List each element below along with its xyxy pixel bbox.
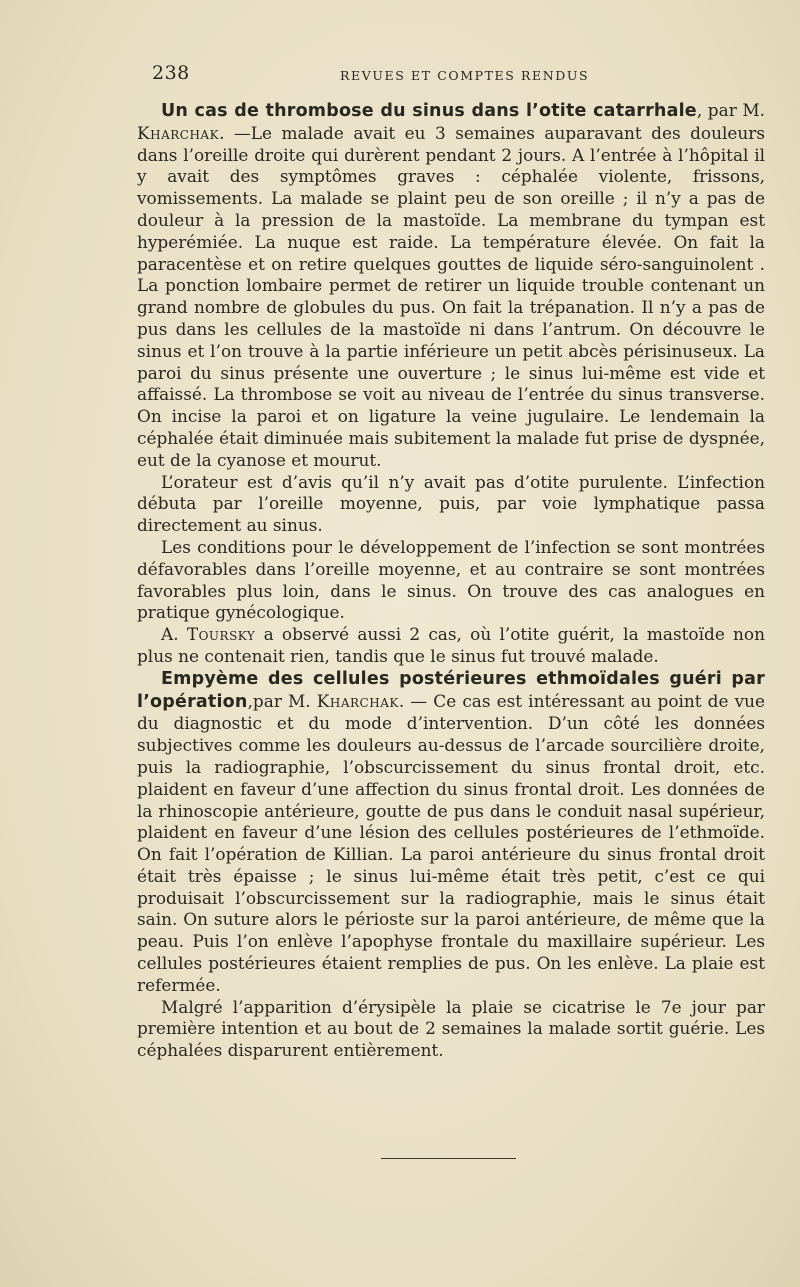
- article2-paragraph-2: Malgré l’apparition d’érysipèle la plaie se cicatrise le 7e jour par première intention et au bout de 2 semaines la malade sortit guérie. Les céphalées disparurent entièrement.: [137, 996, 765, 1061]
- article1-p4-initial: A.: [161, 624, 187, 645]
- article1-paragraph-4: [137, 624, 765, 668]
- article1-p4-text: a observé aussi 2 cas, où l’otite guérit, la mastoïde non plus ne contenait rien, tandis que le sinus fut trouvé malade.: [137, 624, 765, 666]
- article2-title: Empyème des cellules postérieures ethmoïdales guéri par l’opération: [137, 668, 765, 712]
- article1-byline: , par M.: [696, 100, 765, 120]
- article1-text: . —Le malade avait eu 3 semaines auparavant des douleurs dans l’oreille droite qui durèrent pendant 2 jours. A l’entrée à l’hôpital il y avait des symptômes graves : céphalée violente, frissons, vomissements. La malade se plaint peu de son oreille ; il n’y a pas de douleur à la pression de la mastoïde. La membrane du tympan est hyperémiée. La nuque est raide. La température élevée. On fait la paracentèse et on retire quelques gouttes de liquide séro-sanguinolent . La ponction lombaire permet de retirer un liquide trouble contenant un grand nombre de globules du pus. On fait la trépanation. Il n’y a pas de pus dans les cellules de la mastoïde ni dans l’antrum. On découvre le sinus et l’on trouve à la partie inférieure un petit abcès périsinuseux. La paroi du sinus présente une ouverture ; le sinus lui-même est vide et affaissé. La thrombose se voit au niveau de l’entrée du sinus transverse. On incise la paroi et on ligature la veine jugulaire. Le lendemain la céphalée était diminuée mais subitement la malade fut prise de dyspnée, eut de la cyanose et mourut.: [137, 122, 765, 470]
- article1-paragraph-3: Les conditions pour le développement de l’infection se sont montrées défavorables dans l’oreille moyenne, et au contraire se sont montrées favorables plus loin, dans le sinus. On trouve des cas analogues en pratique gynécologique.: [137, 536, 765, 623]
- article1-paragraph-1: [137, 100, 765, 472]
- article2-text: . — Ce cas est intéressant au point de vue du diagnostic et du mode d’intervention. D’un côté les données subjectives comme les douleurs au-dessus de l’arcade sourcilière droite, puis la radiographie, l’obscurcissement du sinus frontal droit, etc. plaident en faveur d’une affection du sinus frontal droit. Les données de la rhinoscopie antérieure, goutte de pus dans le conduit nasal supérieur, plaident en faveur d’une lésion des cellules postérieures de l’ethmoïde. On fait l’opération de Killian. La paroi antérieure du sinus frontal droit était très épaisse ; le sinus lui-même était très petit, c’est ce qui produisait l’obscurcissement sur la radiographie, mais le sinus était sain. On suture alors le périoste sur la paroi antérieure, de même que la peau. Puis l’on enlève l’apophyse frontale du maxillaire supérieur. Les cellules postérieures étaient remplies de pus. On les enlève. La plaie est refermée.: [137, 690, 766, 995]
- article1-author: Kharchak: [137, 122, 220, 143]
- page-number: 238: [152, 62, 190, 84]
- article1-paragraph-2: L’orateur est d’avis qu’il n’y avait pas d’otite purulente. L’infection débuta par l’oreille moyenne, puis, par voie lymphatique passa directement au sinus.: [137, 471, 765, 536]
- article-body: [137, 100, 765, 1062]
- article2-paragraph-1: [137, 668, 765, 997]
- end-rule: [381, 1158, 516, 1159]
- article2-author: Kharchak: [316, 690, 399, 711]
- running-title: REVUES ET COMPTES RENDUS: [340, 68, 590, 83]
- article1-title: Un cas de thrombose du sinus dans l’otite catarrhale: [161, 101, 697, 121]
- article1-p4-author: Toursky: [186, 624, 256, 645]
- article2-byline: ,par M.: [247, 690, 317, 711]
